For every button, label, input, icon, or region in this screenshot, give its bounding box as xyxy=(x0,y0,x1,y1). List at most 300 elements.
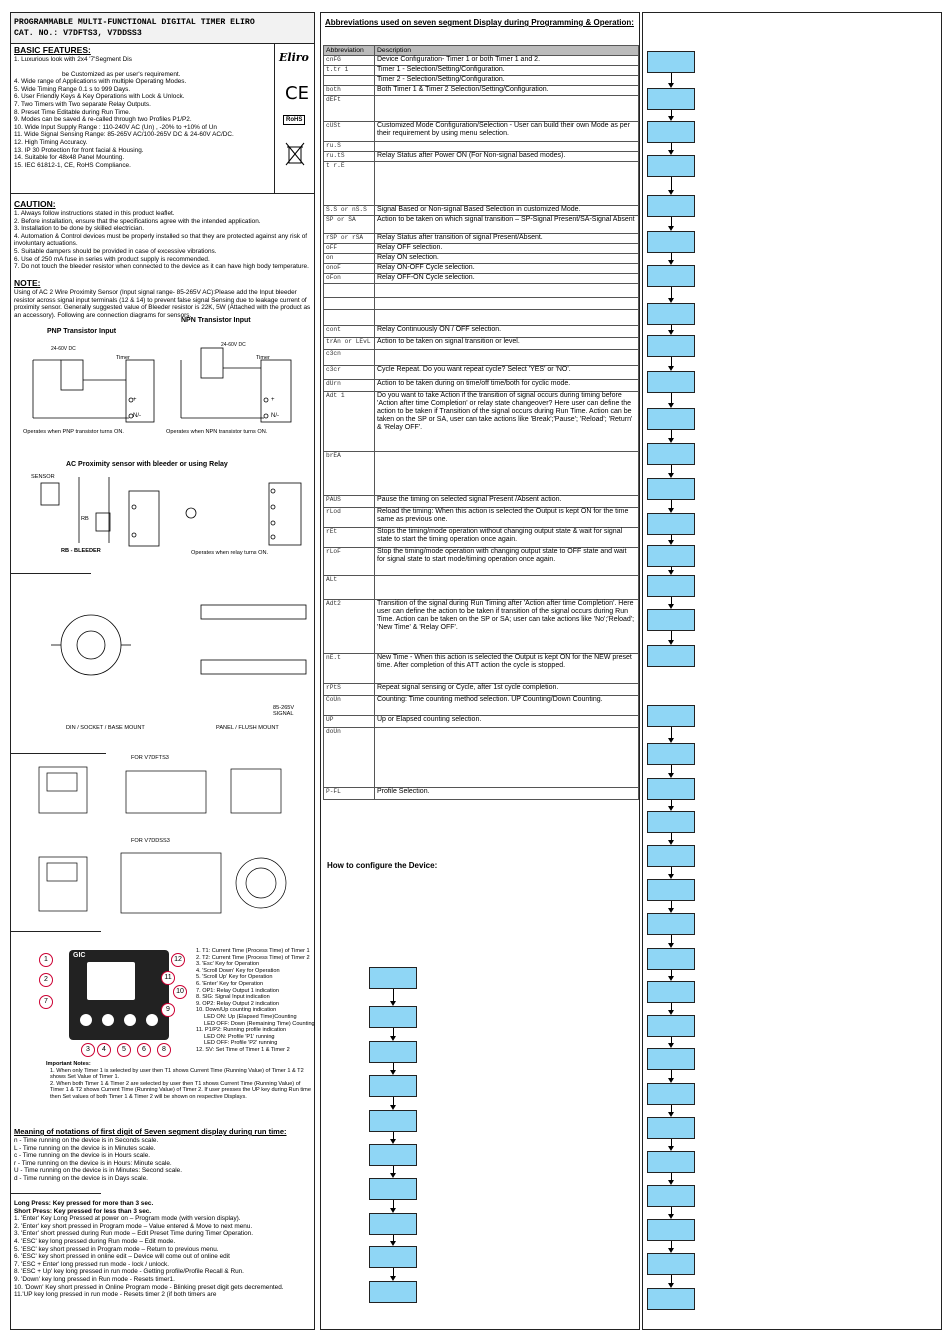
signal-range: 85-265V SIGNAL xyxy=(273,705,295,717)
abbr-code: S.S or nS.S xyxy=(324,206,375,216)
abbr-code: dUrn xyxy=(324,380,375,392)
npn-minus: N/- xyxy=(271,413,279,419)
pnp-title: PNP Transistor Input xyxy=(47,328,117,335)
table-row xyxy=(324,788,639,800)
abbr-description: Customized Mode Configuration/Selection - User can build their own Mode as per their requirement by using menu selection. xyxy=(375,122,639,142)
table-row xyxy=(324,56,639,66)
ddss3-dimensions xyxy=(31,843,311,928)
press-item: 7. 'ESC + Enter' long pressed run mode - lock / unlock. xyxy=(14,1260,170,1268)
table-row xyxy=(324,216,639,234)
flow-arrow xyxy=(671,1139,672,1146)
meaning-item: d - Time running on the device is in Days scale. xyxy=(14,1174,148,1182)
abbr-description: Up or Elapsed counting selection. xyxy=(375,716,639,728)
flow-step-box xyxy=(647,913,695,935)
abbr-description: Relay Continuously ON / OFF selection. xyxy=(375,326,639,338)
abbr-description: Timer 2 - Selection/Setting/Configuration. xyxy=(375,76,639,86)
flow-step-box xyxy=(369,1075,417,1097)
divider xyxy=(11,1193,101,1194)
abbr-description: Transition of the signal during Run Timing after 'Action after time Completion'. Here user can define the action to be taken if transition of the signal occurs during Run Time. Action can be taken on the SP or SA; user can take actions like 'No';'Reload'; 'New Time' & 'Relay OFF'. xyxy=(375,600,639,654)
key-press-section xyxy=(14,1200,312,1299)
feature-item: 4. Wide range of Applications with multiple Operating Modes. xyxy=(14,78,187,86)
flow-arrow xyxy=(671,430,672,438)
abbr-description: Both Timer 1 & Timer 2 Selection/Setting/Configuration. xyxy=(375,86,639,96)
table-row xyxy=(324,244,639,254)
middle-column xyxy=(320,12,640,1330)
press-item: 10. 'Down' Key short pressed in Online Program mode - Blinking preset digit gets decremented. xyxy=(14,1283,284,1291)
divider xyxy=(11,753,106,754)
device-front-panel xyxy=(69,950,169,1040)
abbr-description xyxy=(375,96,639,122)
abbr-code: ru.tS xyxy=(324,152,375,162)
legend-item: 1. T1: Current Time (Process Time) of Timer 1 xyxy=(196,948,310,954)
pnp-plus: + xyxy=(133,397,137,403)
flow-step-box xyxy=(647,121,695,143)
feature-item: 12. High Timing Accuracy. xyxy=(14,138,88,146)
scroll-up-key[interactable] xyxy=(124,1014,136,1026)
flow-arrow xyxy=(671,597,672,604)
esc-key[interactable] xyxy=(80,1014,92,1026)
table-row xyxy=(324,76,639,86)
abbr-description: Profile Selection. xyxy=(375,788,639,800)
flow-step-box xyxy=(369,1281,417,1303)
table-row xyxy=(324,326,639,338)
feature-item: 10. Wide Input Supply Range : 110-240V AC (Un) , -20% to +10% of Un xyxy=(14,123,217,131)
npn-supply-label: 24-60V DC xyxy=(221,342,246,348)
how-to-configure: How to configure the Device: xyxy=(327,861,438,870)
abbr-description: Relay Status after Power ON (For Non-signal based modes). xyxy=(375,152,639,162)
notation-meaning xyxy=(14,1126,312,1183)
table-row xyxy=(324,310,639,326)
flow-arrow xyxy=(671,1105,672,1112)
legend-item: 12. SV: Set Time of Timer 1 & Timer 2 xyxy=(196,1046,290,1053)
abbr-code: rLod xyxy=(324,508,375,528)
table-row xyxy=(324,528,639,548)
flow-step-box xyxy=(647,879,695,901)
abbr-code: trAn or LEvL xyxy=(324,338,375,350)
table-row xyxy=(324,452,639,496)
press-item: 4. 'ESC' key long pressed during Run mode – Edit mode. xyxy=(14,1237,176,1245)
flow-step-box xyxy=(647,1288,695,1310)
table-row xyxy=(324,654,639,684)
abbr-description xyxy=(375,310,639,326)
legend-item: 11. P1/P2: Running profile indication xyxy=(196,1027,287,1034)
flow-step-box xyxy=(647,88,695,110)
flow-arrow xyxy=(671,1173,672,1180)
press-item: 8. 'ESC + Up' key long pressed in run mode - Getting profile/Profile Recall & Run. xyxy=(14,1268,244,1276)
dim-dfts3-label: FOR V7DFTS3 xyxy=(131,755,169,761)
important-title: Important Notes: xyxy=(46,1061,91,1067)
relay-caption: Operates when relay turns ON. xyxy=(191,550,269,556)
flow-step-box xyxy=(369,1110,417,1132)
abbr-code: oFF xyxy=(324,244,375,254)
flow-step-box xyxy=(647,811,695,833)
abbr-code: SP or SA xyxy=(324,216,375,234)
col-abbreviation: Abbreviation xyxy=(324,46,375,56)
left-column xyxy=(10,12,315,1330)
legend-item: LED ON: Up (Elapsed Time)Counting xyxy=(204,1013,297,1020)
meaning-item: r - Time running on the device is in Hours: Minute scale. xyxy=(14,1159,172,1167)
flow-arrow xyxy=(671,287,672,298)
flow-step-box xyxy=(647,1117,695,1139)
abbr-description xyxy=(375,576,639,600)
flow-step-box xyxy=(647,845,695,867)
flow-arrow xyxy=(393,1268,394,1276)
press-item: 9. 'Down' key long pressed in Run mode - Resets timer1. xyxy=(14,1275,175,1283)
abbr-description xyxy=(375,162,639,206)
abbr-code: doUn xyxy=(324,728,375,788)
legend-item: LED OFF: Profile 'P2' running xyxy=(204,1040,278,1047)
callout-12: 12 xyxy=(171,953,185,967)
table-row xyxy=(324,142,639,152)
important-notes xyxy=(46,1061,311,1101)
flow-arrow xyxy=(671,393,672,403)
abbr-description xyxy=(375,728,639,788)
rb-label: RB xyxy=(81,516,89,522)
short-press: Short Press: Key pressed for less than 3 sec. xyxy=(14,1207,152,1215)
meaning-item: c - Time running on the device is in Hours scale. xyxy=(14,1152,151,1160)
abbr-code: ALt xyxy=(324,576,375,600)
abbr-code: dEFt xyxy=(324,96,375,122)
table-row xyxy=(324,576,639,600)
flow-step-box xyxy=(369,1246,417,1268)
callout-6: 6 xyxy=(137,1043,151,1057)
feature-item: 9. Modes can be saved & re-called through two Profiles P1/P2. xyxy=(14,116,192,124)
rohs-mark: RoHS xyxy=(283,115,305,125)
callout-9: 9 xyxy=(161,1003,175,1017)
flow-step-box xyxy=(647,513,695,535)
flow-step-box xyxy=(647,265,695,287)
note-title: NOTE: xyxy=(14,278,41,288)
caution-item: 3. Installation to be done by skilled electrician. xyxy=(14,225,145,233)
feature-item: 11. Wide Signal Sensing Range: 85-265V AC/100-265V DC & 24-60V AC/DC. xyxy=(14,131,234,139)
flow-step-box xyxy=(647,545,695,567)
flow-arrow xyxy=(671,1241,672,1248)
front-keys xyxy=(75,1014,163,1032)
meaning-item: U - Time running on the device is in Minutes: Second scale. xyxy=(14,1167,183,1175)
table-row xyxy=(324,284,639,298)
caution-item: 5. Suitable dampers should be provided in case of excessive vibrations. xyxy=(14,247,217,255)
keypad-legend xyxy=(196,948,316,1054)
flow-arrow xyxy=(671,1003,672,1010)
long-press: Long Press: Key pressed for more than 3 sec. xyxy=(14,1200,154,1207)
ce-mark: CE xyxy=(285,83,309,104)
npn-timer-label: Timer xyxy=(256,355,270,361)
press-item: 2. 'Enter' key short pressed in Program mode – Value entered & Move to next menu. xyxy=(14,1222,253,1230)
flow-arrow xyxy=(671,631,672,640)
features-title: BASIC FEATURES: xyxy=(14,45,91,55)
abbr-description: Do you want to take Action if the transition of signal occurs during timing before 'Action after time Completion' or relay state changeover? Here user can define the action to be taken if Transition of the signal occurs during Run Time. Action can be taken on the SP or SA, user can take actions like 'Break';'Pause'; 'Reload'; 'Return' & 'Relay OFF'. xyxy=(375,392,639,452)
seven-segment-display xyxy=(87,962,135,1000)
abbr-description: Relay OFF selection. xyxy=(375,244,639,254)
product-title: PROGRAMMABLE MULTI-FUNCTIONAL DIGITAL TIMER ELIRO xyxy=(14,18,255,27)
flow-step-box xyxy=(369,1006,417,1028)
legend-item: 7. OP1: Relay Output 1 indication xyxy=(196,987,280,994)
legend-item: LED ON: Profile 'P1' running xyxy=(204,1033,275,1040)
feature-item: 15. IEC 61812-1, CE, RoHS Compliance. xyxy=(14,161,131,169)
abbr-code: brEA xyxy=(324,452,375,496)
flow-arrow xyxy=(671,1275,672,1283)
abbr-code: rSP or rSA xyxy=(324,234,375,244)
flow-step-box xyxy=(647,1253,695,1275)
table-row xyxy=(324,206,639,216)
callout-4: 4 xyxy=(97,1043,111,1057)
flow-step-box xyxy=(647,335,695,357)
abbreviations-body xyxy=(324,56,639,800)
abbr-code: on xyxy=(324,254,375,264)
table-row xyxy=(324,338,639,350)
flow-step-box xyxy=(647,743,695,765)
table-row xyxy=(324,392,639,452)
npn-caption: Operates when NPN transistor turns ON. xyxy=(166,429,268,435)
divider xyxy=(11,931,101,932)
flow-arrow xyxy=(671,500,672,508)
abbr-code: rLoF xyxy=(324,548,375,576)
abbr-description xyxy=(375,350,639,366)
press-item: 5. 'ESC' key short pressed in Program mode – Return to previous menu. xyxy=(14,1245,219,1253)
flow-arrow xyxy=(393,1097,394,1105)
flow-arrow xyxy=(671,357,672,366)
dim-ddss3-label: FOR V7DDSS3 xyxy=(131,838,170,844)
table-row xyxy=(324,264,639,274)
table-row xyxy=(324,548,639,576)
enter-key[interactable] xyxy=(146,1014,158,1026)
abbr-code: rEt xyxy=(324,528,375,548)
feature-item: be Customized as per user's requirement. xyxy=(62,70,181,78)
abbr-code: PAUS xyxy=(324,496,375,508)
sensor-label: SENSOR xyxy=(31,474,55,480)
flow-step-box xyxy=(647,575,695,597)
flow-arrow xyxy=(393,1028,394,1036)
meaning-item: L - Time running on the device is in Minutes scale. xyxy=(14,1144,156,1152)
flow-step-box xyxy=(647,195,695,217)
legend-item: 2. T2: Current Time (Process Time) of Timer 2 xyxy=(196,954,310,961)
panel-caption: PANEL / FLUSH MOUNT xyxy=(216,725,279,731)
abbr-description: Action to be taken on signal transition or level. xyxy=(375,338,639,350)
table-row xyxy=(324,716,639,728)
abbr-code: onoF xyxy=(324,264,375,274)
important-item: 2. When both Timer 1 & Timer 2 are selected by user then T1 shows Current Time (Running Value) of Timer 1 & T2 shows Current Time (Running Value) of Timer 2. If user presses the UP key during Run time then Set values of both Timer 1 & Timer 2 will be shown on respective Displays. xyxy=(50,1080,311,1100)
legend-item: 6. 'Enter' Key for Operation xyxy=(196,980,264,987)
feature-item: 5. Wide Timing Range 0.1 s to 999 Days. xyxy=(14,85,131,93)
bleeder-label: RB - BLEEDER xyxy=(61,548,101,554)
right-column xyxy=(642,12,942,1330)
abbr-code xyxy=(324,76,375,86)
table-row xyxy=(324,274,639,284)
npn-title: NPN Transistor Input xyxy=(181,317,251,324)
callout-1: 1 xyxy=(39,953,53,967)
abbr-code: c3cn xyxy=(324,350,375,366)
table-row xyxy=(324,162,639,206)
npn-plus: + xyxy=(271,397,275,403)
pnp-caption: Operates when PNP transistor turns ON. xyxy=(23,429,124,435)
basic-features xyxy=(14,45,272,169)
callout-2: 2 xyxy=(39,973,53,987)
press-item: 6. 'ESC' key short pressed in online edit – Device will come out of online edit xyxy=(14,1253,230,1261)
legend-item: 8. SIG: Signal Input indication xyxy=(196,994,270,1001)
abbr-code: nE.t xyxy=(324,654,375,684)
flow-arrow xyxy=(671,177,672,190)
abbr-description xyxy=(375,284,639,298)
abbr-description xyxy=(375,298,639,310)
flow-arrow xyxy=(393,989,394,1001)
table-header-row xyxy=(324,46,639,56)
scroll-down-key[interactable] xyxy=(102,1014,114,1026)
caution-item: 1. Always follow instructions stated in this product leaflet. xyxy=(14,210,175,217)
gic-logo: GIC xyxy=(73,952,86,959)
feature-list xyxy=(14,56,272,169)
flow-step-box xyxy=(647,408,695,430)
flow-step-box xyxy=(647,1185,695,1207)
catalog-number: CAT. NO.: V7DFTS3, V7DDSS3 xyxy=(14,29,142,38)
abbr-description: Action to be taken during on time/off time/both for cyclic mode. xyxy=(375,380,639,392)
table-row xyxy=(324,234,639,244)
press-item: 3. 'Enter' short pressed during Run mode – Edit Preset Time during Timer Operation. xyxy=(14,1230,254,1238)
abbr-description xyxy=(375,142,639,152)
flow-arrow xyxy=(393,1166,394,1173)
abbr-code: t.tr 1 xyxy=(324,66,375,76)
table-row xyxy=(324,122,639,142)
abbr-description: Repeat signal sensing or Cycle, after 1st cycle completion. xyxy=(375,684,639,696)
col-description: Description xyxy=(375,46,639,56)
flow-arrow xyxy=(671,765,672,773)
caution-item: 6. Use of 250 mA fuse in series with product supply is recommended. xyxy=(14,255,210,263)
flow-step-box xyxy=(369,967,417,989)
abbr-code: Adt 1 xyxy=(324,392,375,452)
callout-5: 5 xyxy=(117,1043,131,1057)
flow-step-box xyxy=(647,478,695,500)
callout-7: 7 xyxy=(39,995,53,1009)
abbr-description: Stop the timing/mode operation with changing output state to OFF state and wait for signal state to start mode/timing operation once again. xyxy=(375,548,639,576)
abbr-code: both xyxy=(324,86,375,96)
abbr-code xyxy=(324,310,375,326)
flow-step-box xyxy=(369,1178,417,1200)
abbr-code: oFon xyxy=(324,274,375,284)
meaning-item: n - Time running on the device is in Seconds scale. xyxy=(14,1137,159,1144)
note-text: Using of AC 2 Wire Proximity Sensor (Input signal range- 85-265V AC):Please add the Input bleeder resistor across signal input terminals (12 & 14) to prevent false signal Sensing due to leakage current of proximity sensor. Generally suggested value of Bleeder resistor is 22K, 5W (Attached with the product as an accessory). Following are connection diagrams for sensors. xyxy=(14,289,311,319)
abbr-description: Signal Based or Non-signal Based Selection in customized Mode. xyxy=(375,206,639,216)
flow-step-box xyxy=(369,1041,417,1063)
abbr-code: rPtS xyxy=(324,684,375,696)
flow-step-box xyxy=(647,443,695,465)
eliro-logo: Eliro xyxy=(279,51,309,64)
legend-item: 5. 'Scroll Up' Key for Operation xyxy=(196,974,273,981)
flow-step-box xyxy=(647,1048,695,1070)
feature-item: 1. Luxurious look with 2x4 '7'Segment Dis xyxy=(14,56,132,63)
table-row xyxy=(324,684,639,696)
table-row xyxy=(324,380,639,392)
abbreviations-table xyxy=(323,45,639,800)
table-row xyxy=(324,350,639,366)
table-row xyxy=(324,728,639,788)
legend-item: LED OFF: Down (Remaining Time) Counting xyxy=(204,1020,315,1027)
abbr-description: Reload the timing: When this action is selected the Output is kept ON for the time same as previous one. xyxy=(375,508,639,528)
flow-step-box xyxy=(647,948,695,970)
abbr-code: Adt2 xyxy=(324,600,375,654)
abbr-description: Relay Status after transition of signal Present/Absent. xyxy=(375,234,639,244)
abbr-description: Relay ON-OFF Cycle selection. xyxy=(375,264,639,274)
divider xyxy=(11,193,314,194)
caution-title: CAUTION: xyxy=(14,199,56,209)
abbr-code: cUSt xyxy=(324,122,375,142)
flow-step-box xyxy=(647,303,695,325)
legend-item: 3. 'Esc' Key for Operation xyxy=(196,961,260,968)
ac-proximity-diagram xyxy=(21,473,311,553)
abbr-code xyxy=(324,284,375,298)
feature-item: 8. Preset Time Editable during Run Time. xyxy=(14,108,131,116)
abbr-code: UP xyxy=(324,716,375,728)
flow-step-box xyxy=(647,705,695,727)
flow-arrow xyxy=(671,1207,672,1214)
table-row xyxy=(324,696,639,716)
press-item: 11.'UP key long pressed in run mode - Resets timer 2 (if both timers are xyxy=(14,1291,217,1299)
flow-arrow xyxy=(671,727,672,738)
ac-proximity-title: AC Proximity sensor with bleeder or using Relay xyxy=(66,461,228,468)
dfts3-dimensions xyxy=(31,763,311,833)
din-caption: DIN / SOCKET / BASE MOUNT xyxy=(66,725,145,731)
pnp-timer-label: Timer xyxy=(116,355,130,361)
flow-arrow xyxy=(393,1132,394,1139)
flow-step-box xyxy=(647,778,695,800)
flow-arrow xyxy=(671,833,672,840)
flow-step-box xyxy=(647,1015,695,1037)
table-row xyxy=(324,508,639,528)
cert-logos xyxy=(274,43,314,193)
abbr-description: Pause the timing on selected signal Present /Absent action. xyxy=(375,496,639,508)
abbreviations-title: Abbreviations used on seven segment Display during Programming & Operation: xyxy=(325,18,634,27)
abbr-description: Relay ON selection. xyxy=(375,254,639,264)
flow-arrow xyxy=(671,901,672,908)
flow-arrow xyxy=(393,1063,394,1070)
table-row xyxy=(324,600,639,654)
weee-bin-icon xyxy=(285,141,305,167)
abbr-description: Cycle Repeat. Do you want repeat cycle? Select 'YES' or 'NO'. xyxy=(375,366,639,380)
abbr-description: Device Configuration- Timer 1 or both Timer 1 and 2. xyxy=(375,56,639,66)
table-row xyxy=(324,152,639,162)
flow-arrow xyxy=(671,143,672,150)
title-block xyxy=(11,13,314,44)
pnp-minus: N/- xyxy=(133,413,141,419)
abbr-code: t r.E xyxy=(324,162,375,206)
abbr-description: New Time - When this action is selected the Output is kept ON for the NEW preset time. After completion of this ATT action the cycle is stopped. xyxy=(375,654,639,684)
feature-item: 7. Two Timers with Two separate Relay Outputs. xyxy=(14,100,151,108)
caution-section xyxy=(14,199,312,271)
feature-item: 13. IP 30 Protection for front facial & Housing. xyxy=(14,146,144,154)
abbr-code: ru.S xyxy=(324,142,375,152)
mounting-diagram xyxy=(21,585,311,715)
feature-item: 14. Suitable for 48x48 Panel Mounting. xyxy=(14,154,125,162)
abbr-description: Action to be taken on which signal transition – SP-Signal Present/SA-Signal Absent xyxy=(375,216,639,234)
flow-step-box xyxy=(647,1083,695,1105)
note-section xyxy=(14,278,312,319)
meaning-title: Meaning of notations of first digit of Seven segment display during run time: xyxy=(14,1127,287,1136)
abbr-code: P-FL xyxy=(324,788,375,800)
flow-step-box xyxy=(647,51,695,73)
abbr-description xyxy=(375,452,639,496)
legend-item: 10. Down/Up counting indication xyxy=(196,1007,277,1014)
flow-arrow xyxy=(671,465,672,473)
flow-step-box xyxy=(647,155,695,177)
flow-arrow xyxy=(671,1070,672,1078)
callout-3: 3 xyxy=(81,1043,95,1057)
abbr-code: CoUn xyxy=(324,696,375,716)
table-row xyxy=(324,86,639,96)
flow-arrow xyxy=(671,253,672,260)
flow-step-box xyxy=(369,1144,417,1166)
table-row xyxy=(324,96,639,122)
flow-arrow xyxy=(393,1200,394,1208)
callout-8: 8 xyxy=(157,1043,171,1057)
flow-arrow xyxy=(671,867,672,874)
